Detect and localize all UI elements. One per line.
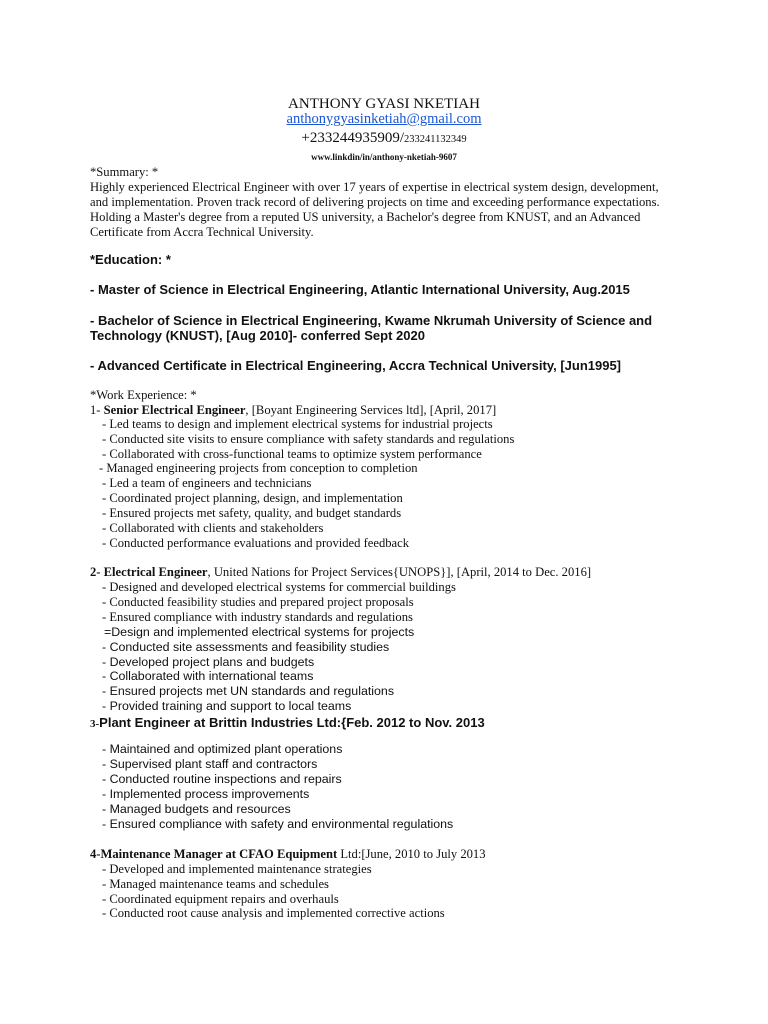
job4-bullet: - Coordinated equipment repairs and overhauls [102, 892, 339, 906]
linkedin-url: www.linkdin/in/anthony-nketiah-9607 [311, 152, 457, 162]
job2-bullet: - Provided training and support to local teams [102, 699, 352, 713]
job3-bullet: - Ensured compliance with safety and environmental regulations [102, 817, 454, 831]
job1-number: 1- [90, 403, 104, 417]
job1-bullet: - Led teams to design and implement electrical systems for industrial projects [102, 417, 493, 431]
job2-bullet: - Designed and developed electrical systems for commercial buildings [102, 580, 456, 594]
experience-heading: *Work Experience: * [90, 388, 197, 402]
job1-header [90, 403, 496, 418]
job2-header [90, 565, 591, 580]
job3-bullet: - Implemented process improvements [102, 787, 310, 801]
phone-line [0, 130, 768, 147]
job3-bullet: - Managed budgets and resources [102, 802, 291, 816]
job2-title: 2- Electrical Engineer [90, 565, 208, 579]
job2-bullet: - Developed project plans and budgets [102, 655, 315, 669]
job1-bullet: - Collaborated with cross-functional teams to optimize system performance [102, 447, 482, 461]
education-item: - Master of Science in Electrical Engineering, Atlantic International University, Aug.2015 [90, 282, 630, 297]
email-link[interactable] [0, 111, 768, 128]
job1-bullet: - Conducted site visits to ensure compliance with safety standards and regulations [102, 432, 515, 446]
job2-detail: , United Nations for Project Services{UNOPS}], [April, 2014 to Dec. 2016] [207, 565, 592, 579]
job3-title: Plant Engineer at Brittin Industries Ltd:{Feb. 2012 to Nov. 2013 [99, 715, 485, 730]
job3-number: 3- [90, 718, 100, 730]
email-text[interactable]: anthonygyasinketiah@gmail.com [286, 111, 482, 127]
job4-bullet: - Managed maintenance teams and schedules [102, 877, 329, 891]
phone-alt: 233241132349 [404, 134, 467, 145]
job2-bullet: - Conducted feasibility studies and prepared project proposals [102, 595, 414, 609]
job1-bullet: - Ensured projects met safety, quality, and budget standards [102, 506, 402, 520]
summary-line: Certificate from Accra Technical University. [90, 225, 314, 239]
job3-header [90, 714, 485, 732]
job2-bullet: - Collaborated with international teams [102, 669, 314, 683]
job2-bullet: - Conducted site assessments and feasibility studies [102, 640, 390, 654]
education-item: - Advanced Certificate in Electrical Engineering, Accra Technical University, [Jun1995] [90, 358, 622, 373]
candidate-name: ANTHONY GYASI NKETIAH [288, 96, 480, 112]
job1-bullet: - Led a team of engineers and technicians [102, 476, 312, 490]
summary-heading: *Summary: * [90, 165, 159, 179]
education-item-cont: Technology (KNUST), [Aug 2010]- conferred Sept 2020 [90, 328, 425, 343]
education-heading: *Education: * [90, 252, 171, 267]
job1-bullet: - Coordinated project planning, design, and implementation [102, 491, 403, 505]
job1-bullet: - Conducted performance evaluations and provided feedback [102, 536, 410, 550]
job1-bullet: - Collaborated with clients and stakeholders [102, 521, 324, 535]
job2-bullet: =Design and implemented electrical systems for projects [104, 625, 415, 639]
job1-detail: , [Boyant Engineering Services ltd], [April, 2017] [245, 403, 497, 417]
job3-bullet: - Maintained and optimized plant operations [102, 742, 343, 756]
job4-bullet: - Conducted root cause analysis and implemented corrective actions [102, 906, 445, 920]
job3-bullet: - Conducted routine inspections and repairs [102, 772, 342, 786]
summary-line: Highly experienced Electrical Engineer with over 17 years of expertise in electrical system design, development, [90, 180, 659, 194]
phone-main: +233244935909/ [301, 130, 404, 146]
job4-title: 4-Maintenance Manager at CFAO Equipment [90, 847, 338, 861]
job3-bullet: - Supervised plant staff and contractors [102, 757, 318, 771]
summary-line: Holding a Master's degree from a reputed US university, a Bachelor's degree from KNUST, and an Advanced [90, 210, 641, 224]
job2-bullet: - Ensured projects met UN standards and regulations [102, 684, 395, 698]
job4-bullet: - Developed and implemented maintenance strategies [102, 862, 372, 876]
job4-detail: Ltd:[June, 2010 to July 2013 [337, 847, 486, 861]
education-item: - Bachelor of Science in Electrical Engineering, Kwame Nkrumah University of Science and [90, 313, 653, 328]
summary-line: and implementation. Proven track record of delivering projects on time and exceeding performance expectations. [90, 195, 660, 209]
job1-bullet: - Managed engineering projects from conception to completion [99, 461, 418, 475]
job1-title: Senior Electrical Engineer [103, 403, 246, 417]
job2-bullet: - Ensured compliance with industry standards and regulations [102, 610, 413, 624]
job4-header [90, 847, 486, 862]
